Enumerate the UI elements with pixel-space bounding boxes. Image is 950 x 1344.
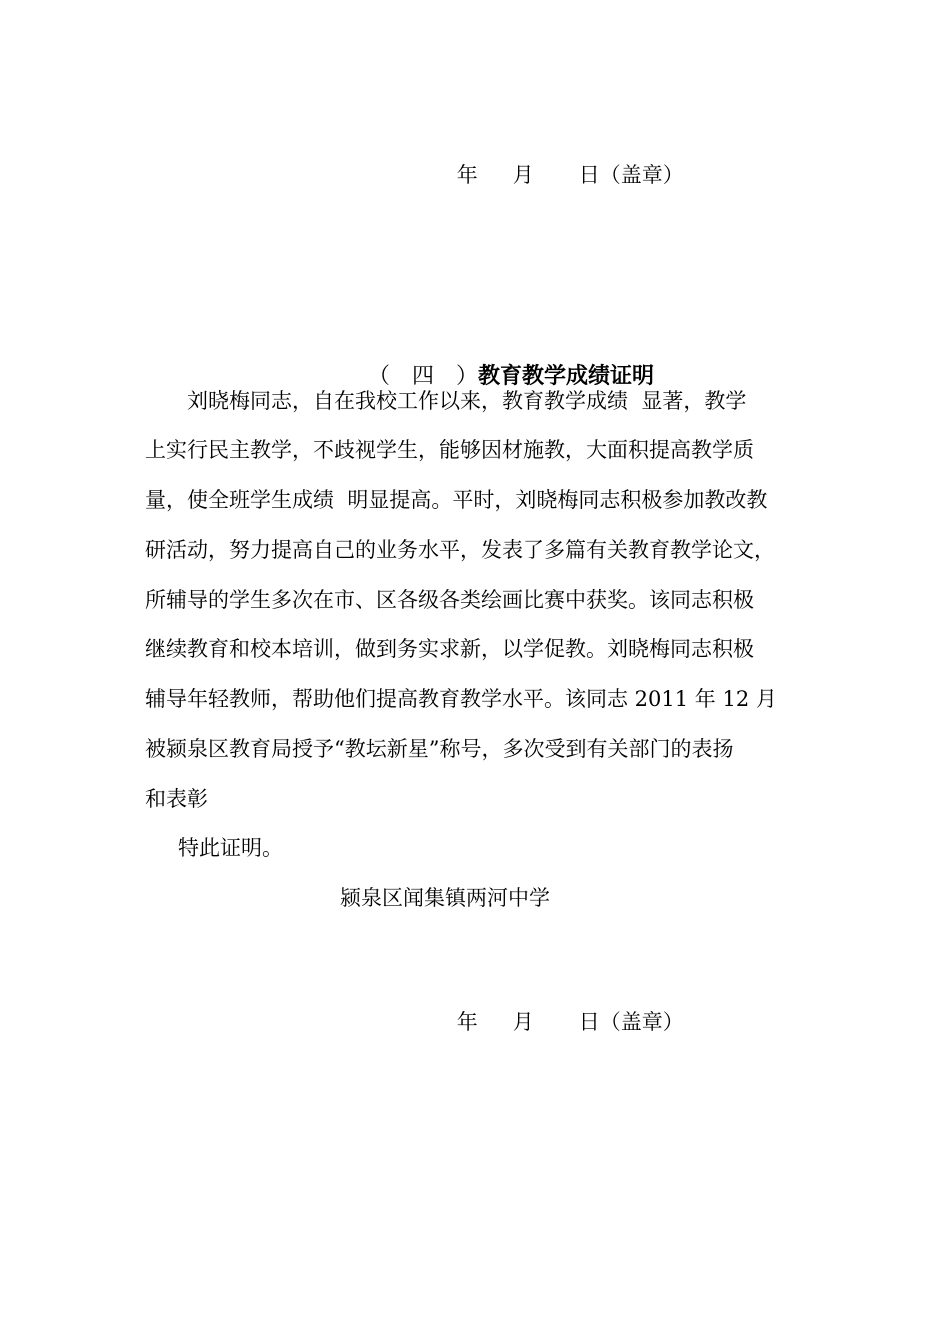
body-line: 继续教育和校本培训，做到务实求新，以学促教。刘晓梅同志积极 xyxy=(145,637,754,661)
top-date-stamp-line xyxy=(430,139,684,211)
body-line: 所辅导的学生多次在市、区各级各类绘画比赛中获奖。该同志积极 xyxy=(145,588,754,612)
body-line: 刘晓梅同志，自在我校工作以来，教育教学成绩 显著，教学 xyxy=(145,389,747,413)
day-stamp-label: 日（盖章） xyxy=(578,1010,684,1034)
section-number: （ 四 ） xyxy=(367,364,478,389)
section-title: 教育教学成绩证明 xyxy=(478,364,655,389)
bottom-date-stamp-line xyxy=(430,986,684,1058)
year-label: 年 xyxy=(456,163,478,187)
month-label: 月 xyxy=(512,1010,534,1034)
body-line: 辅导年轻教师，帮助他们提高教育教学水平。该同志 2011 年 12 月 xyxy=(145,687,777,711)
body-line: 上实行民主教学，不歧视学生，能够因材施教，大面积提高教学质 xyxy=(145,438,754,462)
body-line: 被颍泉区教育局授予“教坛新星”称号，多次受到有关部门的表扬 xyxy=(145,737,734,761)
body-line: 量，使全班学生成绩 明显提高。平时，刘晓梅同志积极参加教改教 xyxy=(145,488,768,512)
month-label: 月 xyxy=(512,163,534,187)
organization-name: 颍泉区闻集镇两河中学 xyxy=(340,886,550,910)
body-line: 和表彰 xyxy=(145,787,208,811)
body-line: 研活动，努力提高自己的业务水平，发表了多篇有关教育教学论文， xyxy=(145,538,775,562)
closing-statement: 特此证明。 xyxy=(178,836,283,860)
day-stamp-label: 日（盖章） xyxy=(578,163,684,187)
year-label: 年 xyxy=(456,1010,478,1034)
